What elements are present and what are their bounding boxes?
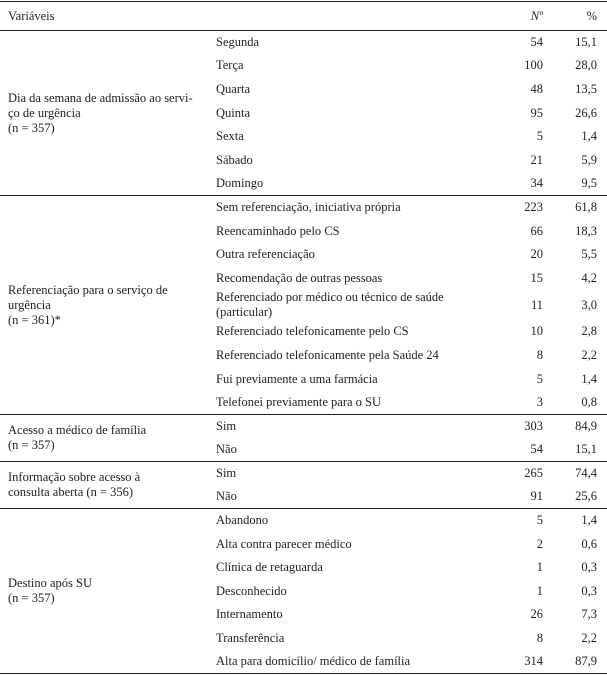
percent-cell: 0,3 — [581, 583, 597, 598]
variable-label-line: Acesso a médico de família — [8, 423, 147, 437]
variable-group — [0, 462, 607, 509]
count-cell: 26 — [530, 607, 543, 622]
category-cell: Sábado — [216, 152, 253, 167]
variable-label — [0, 31, 216, 196]
variable-label — [0, 414, 216, 461]
variable-label-line: Informação sobre acesso à — [8, 470, 141, 485]
percent-cell: 13,5 — [575, 81, 597, 96]
category-cell: Recomendação de outras pessoas — [216, 270, 383, 285]
variable-label — [0, 462, 216, 509]
count-cell: 11 — [530, 297, 543, 312]
data-table — [0, 1, 607, 674]
count-cell: 1 — [536, 560, 543, 575]
percent-cell: 4,2 — [581, 270, 597, 285]
percent-cell: 61,8 — [575, 200, 597, 215]
percent-cell: 1,4 — [581, 129, 597, 144]
variable-label-line: Referenciação para o serviço de — [8, 282, 168, 297]
variable-label-line: Destino após SU — [8, 576, 93, 591]
percent-cell: 5,5 — [581, 247, 597, 262]
count-cell: 54 — [530, 442, 543, 457]
count-cell: 223 — [524, 200, 543, 215]
percent-cell: 1,4 — [581, 513, 597, 528]
category-cell: Abandono — [216, 513, 269, 528]
count-cell: 15 — [530, 270, 543, 285]
header-variables: Variáveis — [8, 8, 55, 23]
table-row — [0, 462, 607, 486]
header-pct: % — [586, 8, 597, 23]
category-cell: Sim — [216, 418, 237, 433]
variable-label — [0, 509, 216, 674]
sample-size-note: (n = 361)* — [8, 312, 61, 327]
count-cell: 8 — [536, 347, 543, 362]
category-cell: Outra referenciação — [216, 247, 315, 262]
count-cell: 5 — [536, 513, 543, 528]
variable-label-line: Dia da semana de admissão ao servi- — [8, 90, 193, 105]
category-cell: Referenciado telefonicamente pelo CS — [216, 324, 409, 339]
count-cell: 314 — [524, 654, 543, 669]
count-cell: 95 — [530, 105, 543, 120]
table-row — [0, 31, 607, 55]
category-cell: Sim — [216, 466, 237, 481]
category-cell: Quinta — [216, 105, 251, 120]
count-cell: 3 — [536, 394, 543, 409]
count-cell: 5 — [536, 371, 543, 386]
count-cell: 54 — [530, 35, 543, 50]
category-cell: Alta contra parecer médico — [216, 536, 352, 551]
table-row — [0, 196, 607, 220]
category-cell: Referenciado por médico ou técnico de saúde (particular) — [216, 290, 444, 320]
category-cell: Internamento — [216, 607, 283, 622]
count-cell: 21 — [530, 152, 543, 167]
category-cell: Telefonei previamente para o SU — [216, 394, 382, 409]
percent-cell: 28,0 — [575, 58, 597, 73]
variable-group — [0, 31, 607, 196]
percent-cell: 3,0 — [581, 297, 597, 312]
percent-cell: 5,9 — [581, 152, 597, 167]
percent-cell: 1,4 — [581, 371, 597, 386]
percent-cell: 2,8 — [581, 324, 597, 339]
category-cell: Reencaminhado pelo CS — [216, 223, 340, 238]
count-cell: 91 — [530, 489, 543, 504]
count-cell: 66 — [530, 223, 543, 238]
variable-group — [0, 509, 607, 674]
category-cell: Fui previamente a uma farmácia — [216, 371, 378, 386]
category-cell: Domingo — [216, 176, 264, 191]
variable-label-line: consulta aberta (n = 356) — [8, 485, 134, 500]
category-cell: Clínica de retaguarda — [216, 560, 323, 575]
sample-size-note: (n = 357) — [8, 120, 55, 135]
count-cell: 5 — [536, 129, 543, 144]
percent-cell: 7,3 — [581, 607, 597, 622]
count-cell: 34 — [530, 176, 543, 191]
table-row — [0, 414, 607, 438]
category-cell: Segunda — [216, 35, 260, 50]
percent-cell: 74,4 — [575, 466, 597, 481]
percent-cell: 0,6 — [581, 536, 597, 551]
percent-cell: 15,1 — [575, 442, 597, 457]
percent-cell: 2,2 — [581, 631, 597, 646]
variable-label-line: urgência — [8, 297, 51, 312]
count-cell: 100 — [524, 58, 543, 73]
category-cell: Não — [216, 489, 237, 504]
count-cell: 20 — [530, 247, 543, 262]
percent-cell: 18,3 — [575, 223, 597, 238]
variable-group — [0, 414, 607, 461]
count-cell: 8 — [536, 631, 543, 646]
percent-cell: 0,3 — [581, 560, 597, 575]
count-cell: 265 — [524, 466, 543, 481]
count-cell: 303 — [524, 418, 543, 433]
category-cell: Transferência — [216, 631, 285, 646]
table-row — [0, 509, 607, 533]
sample-size-note: (n = 357) — [8, 591, 55, 606]
variable-label-line: ço de urgência — [8, 105, 81, 120]
percent-cell: 2,2 — [581, 347, 597, 362]
header-n: Nº — [530, 8, 543, 23]
category-cell: Terça — [216, 58, 244, 73]
percent-cell: 87,9 — [575, 654, 597, 669]
header-category — [216, 2, 483, 31]
percent-cell: 25,6 — [575, 489, 597, 504]
category-cell: Alta para domicílio/ médico de família — [216, 654, 411, 669]
variable-label — [0, 196, 216, 415]
variable-group — [0, 196, 607, 415]
category-cell: Quarta — [216, 81, 251, 96]
sample-size-note: (n = 357) — [8, 438, 55, 452]
category-cell: Sem referenciação, iniciativa própria — [216, 200, 401, 215]
percent-cell: 26,6 — [575, 105, 597, 120]
category-cell: Não — [216, 442, 237, 457]
count-cell: 10 — [530, 324, 543, 339]
percent-cell: 0,8 — [581, 394, 597, 409]
percent-cell: 9,5 — [581, 176, 597, 191]
count-cell: 1 — [536, 583, 543, 598]
category-cell: Desconhecido — [216, 583, 287, 598]
count-cell: 2 — [536, 536, 543, 551]
category-cell: Referenciado telefonicamente pela Saúde 24 — [216, 347, 439, 362]
percent-cell: 84,9 — [575, 418, 597, 433]
header-row — [0, 2, 607, 31]
category-cell: Sexta — [216, 129, 244, 144]
count-cell: 48 — [530, 81, 543, 96]
percent-cell: 15,1 — [575, 35, 597, 50]
